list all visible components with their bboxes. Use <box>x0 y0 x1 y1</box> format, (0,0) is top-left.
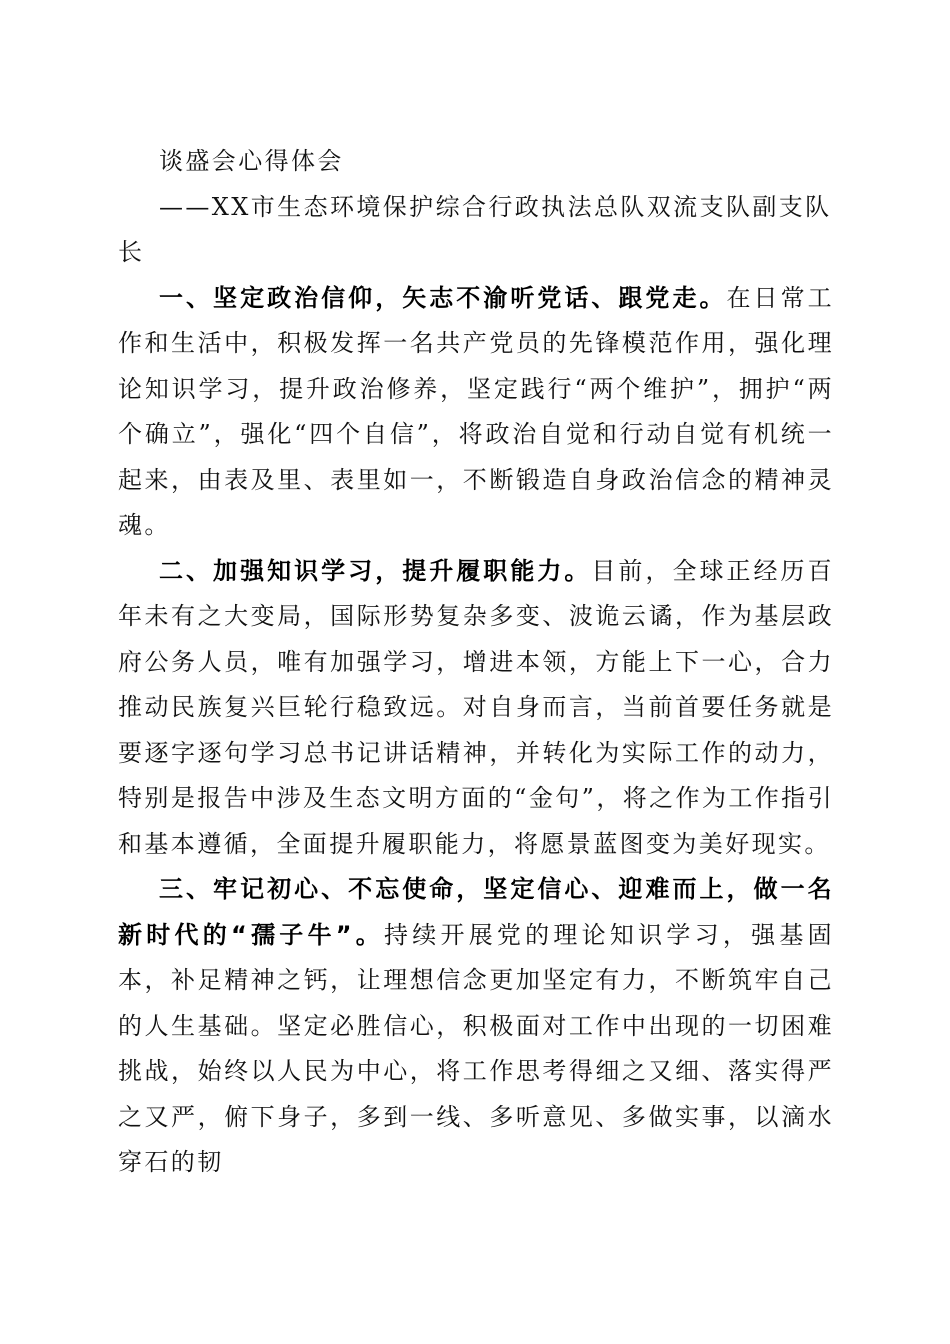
section-3-heading: 三、牢记初心、不忘使命，坚定信心、迎难而上，做一名新时代的“孺子牛”。 <box>118 875 834 949</box>
section-3-body: 持续开展党的理论知识学习，强基固本，补足精神之钙，让理想信念更加坚定有力，不断筑牢自己的人生基础。坚定必胜信心，积极面对工作中出现的一切困难挑战，始终以人民为中心，将工作思考得细之又细、落实得严之又严，俯下身子，多到一线、多听意见、多做实事，以滴水穿石的韧 <box>118 920 834 1176</box>
section-1-body: 在日常工作和生活中，积极发挥一名共产党员的先锋模范作用，强化理论知识学习，提升政治修养，坚定践行“两个维护”，拥护“两个确立”，强化“四个自信”，将政治自觉和行动自觉有机统一起来，由表及里、表里如一，不断锻造自身政治信念的精神灵魂。 <box>118 283 834 539</box>
section-1-heading: 一、坚定政治信仰，矢志不渝听党话、跟党走。 <box>159 283 727 312</box>
section-2-body: 目前，全球正经历百年未有之大变局，国际形势复杂多变、波诡云谲，作为基层政府公务人员，唯有加强学习，增进本领，方能上下一心，合力推动民族复兴巨轮行稳致远。对自身而言，当前首要任务就是要逐字逐句学习总书记讲话精神，并转化为实际工作的动力，特别是报告中涉及生态文明方面的“金句”，将之作为工作指引和基本遵循，全面提升履职能力，将愿景蓝图变为美好现实。 <box>118 556 834 858</box>
section-2-paragraph <box>118 549 834 868</box>
document-subtitle: ——XX市生态环境保护综合行政执法总队双流支队副支队长 <box>118 192 832 266</box>
section-2-heading: 二、加强知识学习，提升履职能力。 <box>159 556 592 585</box>
section-1-paragraph <box>118 276 834 549</box>
section-3-paragraph <box>118 867 834 1186</box>
document-title: 谈盛会心得体会 <box>159 147 344 175</box>
document-body <box>118 139 834 1186</box>
